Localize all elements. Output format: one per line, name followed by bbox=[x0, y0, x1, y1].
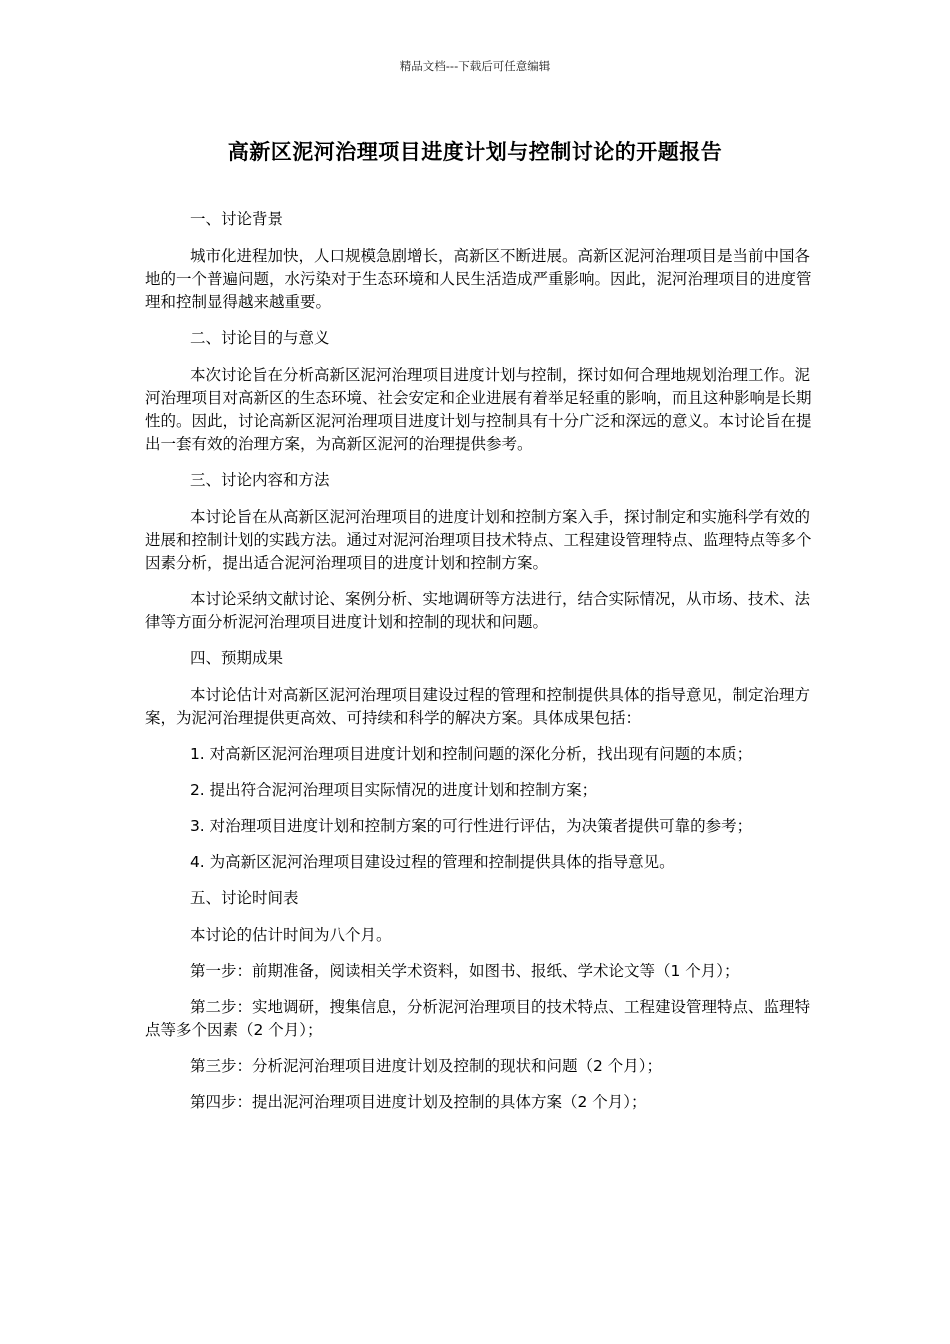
document-title: 高新区泥河治理项目进度计划与控制讨论的开题报告 bbox=[227, 140, 723, 164]
timeline-step: 第二步：实地调研，搜集信息，分析泥河治理项目的技术特点、工程建设管理特点、监理特点等多个因素（2 个月）； bbox=[145, 998, 810, 1039]
timeline-step: 第一步：前期准备，阅读相关学术资料，如图书、报纸、学术论文等（1 个月）； bbox=[189, 962, 740, 980]
list-item: 1. 对高新区泥河治理项目进度计划和控制问题的深化分析，找出现有问题的本质； bbox=[189, 745, 753, 763]
section-heading-content-method: 三、讨论内容和方法 bbox=[189, 471, 330, 489]
timeline-step: 第四步：提出泥河治理项目进度计划及控制的具体方案（2 个月）； bbox=[189, 1093, 647, 1111]
section-heading-background: 一、讨论背景 bbox=[189, 210, 283, 228]
page-header: 精品文档---下载后可任意编辑 bbox=[399, 59, 551, 73]
paragraph: 本讨论旨在从高新区泥河治理项目的进度计划和控制方案入手，探讨制定和实施科学有效的进展和控制计划的实践方法。通过对泥河治理项目技术特点、工程建设管理特点、监理特点等多个因素分析，提出适合泥河治理项目的进度计划和控制方案。 bbox=[145, 508, 812, 572]
document-body bbox=[145, 208, 815, 1127]
section-heading-expected-results: 四、预期成果 bbox=[189, 649, 283, 667]
timeline-step: 第三步：分析泥河治理项目进度计划及控制的现状和问题（2 个月）； bbox=[189, 1057, 662, 1075]
section-heading-purpose: 二、讨论目的与意义 bbox=[189, 329, 330, 347]
paragraph: 城市化进程加快，人口规模急剧增长，高新区不断进展。高新区泥河治理项目是当前中国各地的一个普遍问题，水污染对于生态环境和人民生活造成严重影响。因此，泥河治理项目的进度管理和控制显得越来越重要。 bbox=[145, 247, 812, 311]
list-item: 3. 对治理项目进度计划和控制方案的可行性进行评估，为决策者提供可靠的参考； bbox=[189, 817, 753, 835]
paragraph: 本讨论采纳文献讨论、案例分析、实地调研等方法进行，结合实际情况，从市场、技术、法律等方面分析泥河治理项目进度计划和控制的现状和问题。 bbox=[145, 590, 810, 631]
list-item: 2. 提出符合泥河治理项目实际情况的进度计划和控制方案； bbox=[189, 781, 598, 799]
paragraph: 本讨论估计对高新区泥河治理项目建设过程的管理和控制提供具体的指导意见，制定治理方案，为泥河治理提供更高效、可持续和科学的解决方案。具体成果包括： bbox=[145, 686, 810, 727]
section-heading-timeline: 五、讨论时间表 bbox=[189, 889, 299, 907]
paragraph: 本次讨论旨在分析高新区泥河治理项目进度计划与控制，探讨如何合理地规划治理工作。泥河治理项目对高新区的生态环境、社会安定和企业进展有着举足轻重的影响，而且这种影响是长期性的。因此，讨论高新区泥河治理项目进度计划与控制具有十分广泛和深远的意义。本讨论旨在提出一套有效的治理方案，为高新区泥河的治理提供参考。 bbox=[145, 366, 812, 453]
paragraph: 本讨论的估计时间为八个月。 bbox=[189, 926, 392, 944]
list-item: 4. 为高新区泥河治理项目建设过程的管理和控制提供具体的指导意见。 bbox=[189, 853, 675, 871]
